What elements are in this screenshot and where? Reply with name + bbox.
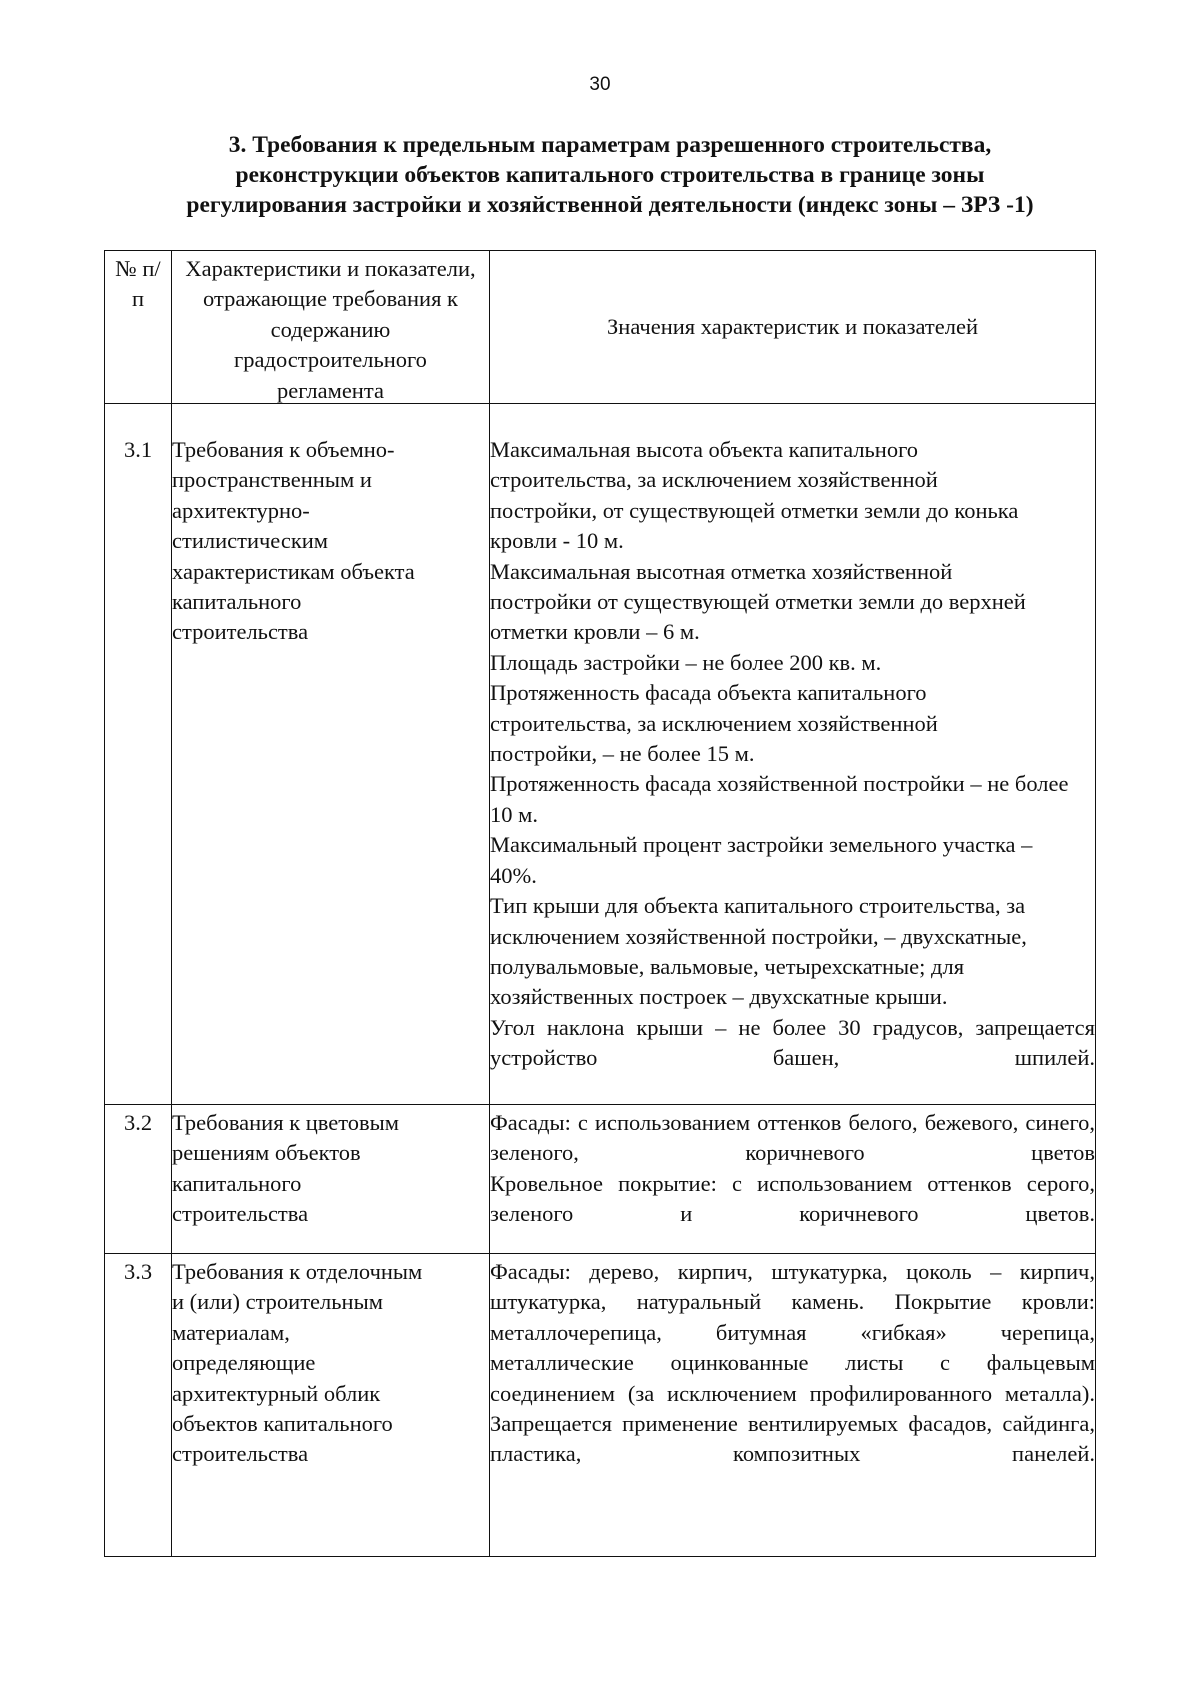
title-line: регулирования застройки и хозяйственной деятельности (индекс зоны – ЗРЗ -1) (186, 192, 1034, 218)
value-item: Максимальная высотная отметка хозяйственной постройки от существующей отметки земли до верхней отметки кровли – 6 м. (490, 558, 1026, 645)
value-item: Угол наклона крыши – не более 30 градусов, запрещается устройство башен, шпилей. (490, 1014, 1095, 1071)
value-item: Площадь застройки – не более 200 кв. м. (490, 649, 882, 675)
section-title (120, 130, 1100, 220)
table-row (105, 404, 1096, 1105)
value-item: Запрещается применение вентилируемых фасадов, сайдинга, пластика, композитных панелей. (490, 1411, 1095, 1467)
header-values: Значения характеристик и показателей (490, 251, 1096, 404)
table-header-row (105, 251, 1096, 404)
row-characteristic: Требования к цветовым решениям объектов капитального строительства (172, 1105, 490, 1254)
row-values (490, 1254, 1096, 1557)
value-item: Протяженность фасада хозяйственной постройки – не более 10 м. (490, 771, 1069, 827)
value-item: Кровельное покрытие: с использованием оттенков серого, зеленого и коричневого цветов. (490, 1170, 1095, 1227)
table-row (105, 1105, 1096, 1254)
row-characteristic: Требования к объемно-пространственным и архитектурно-стилистическим характеристикам объекта капитального строительства (172, 404, 490, 1105)
value-item: Максимальный процент застройки земельного участка – 40%. (490, 832, 1033, 888)
value-item: Максимальная высота объекта капитального строительства, за исключением хозяйственной постройки, от существующей отметки земли до конька кровли - 10 м. (490, 437, 1019, 554)
row-number: 3.1 (105, 404, 172, 1105)
value-item: Протяженность фасада объекта капитального строительства, за исключением хозяйственной постройки, – не более 15 м. (490, 680, 938, 767)
value-item: Фасады: дерево, кирпич, штукатурка, цоколь – кирпич, штукатурка, натуральный камень. Покрытие кровли: металлочерепица, битумная «гибкая» черепица, металлические оцинкованные листы с фальцевым соединением (за исключением профилированного металла). (490, 1259, 1095, 1406)
title-line: 3. Требования к предельным параметрам разрешенного строительства, (228, 132, 992, 158)
row-number: 3.2 (105, 1105, 172, 1254)
row-values (490, 404, 1096, 1105)
title-line: реконструкции объектов капитального строительства в границе зоны (235, 162, 985, 188)
header-number: № п/п (105, 251, 172, 404)
value-item: Фасады: с использованием оттенков белого, бежевого, синего, зеленого, коричневого цветов (490, 1110, 1095, 1166)
page-number: 30 (589, 74, 611, 95)
table-row (105, 1254, 1096, 1557)
row-characteristic: Требования к отделочным и (или) строительным материалам, определяющие архитектурный облик объектов капитального строительства (172, 1254, 490, 1557)
row-number: 3.3 (105, 1254, 172, 1557)
value-item: Тип крыши для объекта капитального строительства, за исключением хозяйственной постройки, – двухскатные, полувальмовые, вальмовые, четырехскатные; для хозяйственных построек – двухскатные крыши. (490, 893, 1027, 1010)
regulation-table (104, 250, 1096, 1557)
header-characteristics: Характеристики и показатели, отражающие требования к содержанию градостроительного регламента (172, 251, 490, 404)
row-values (490, 1105, 1096, 1254)
